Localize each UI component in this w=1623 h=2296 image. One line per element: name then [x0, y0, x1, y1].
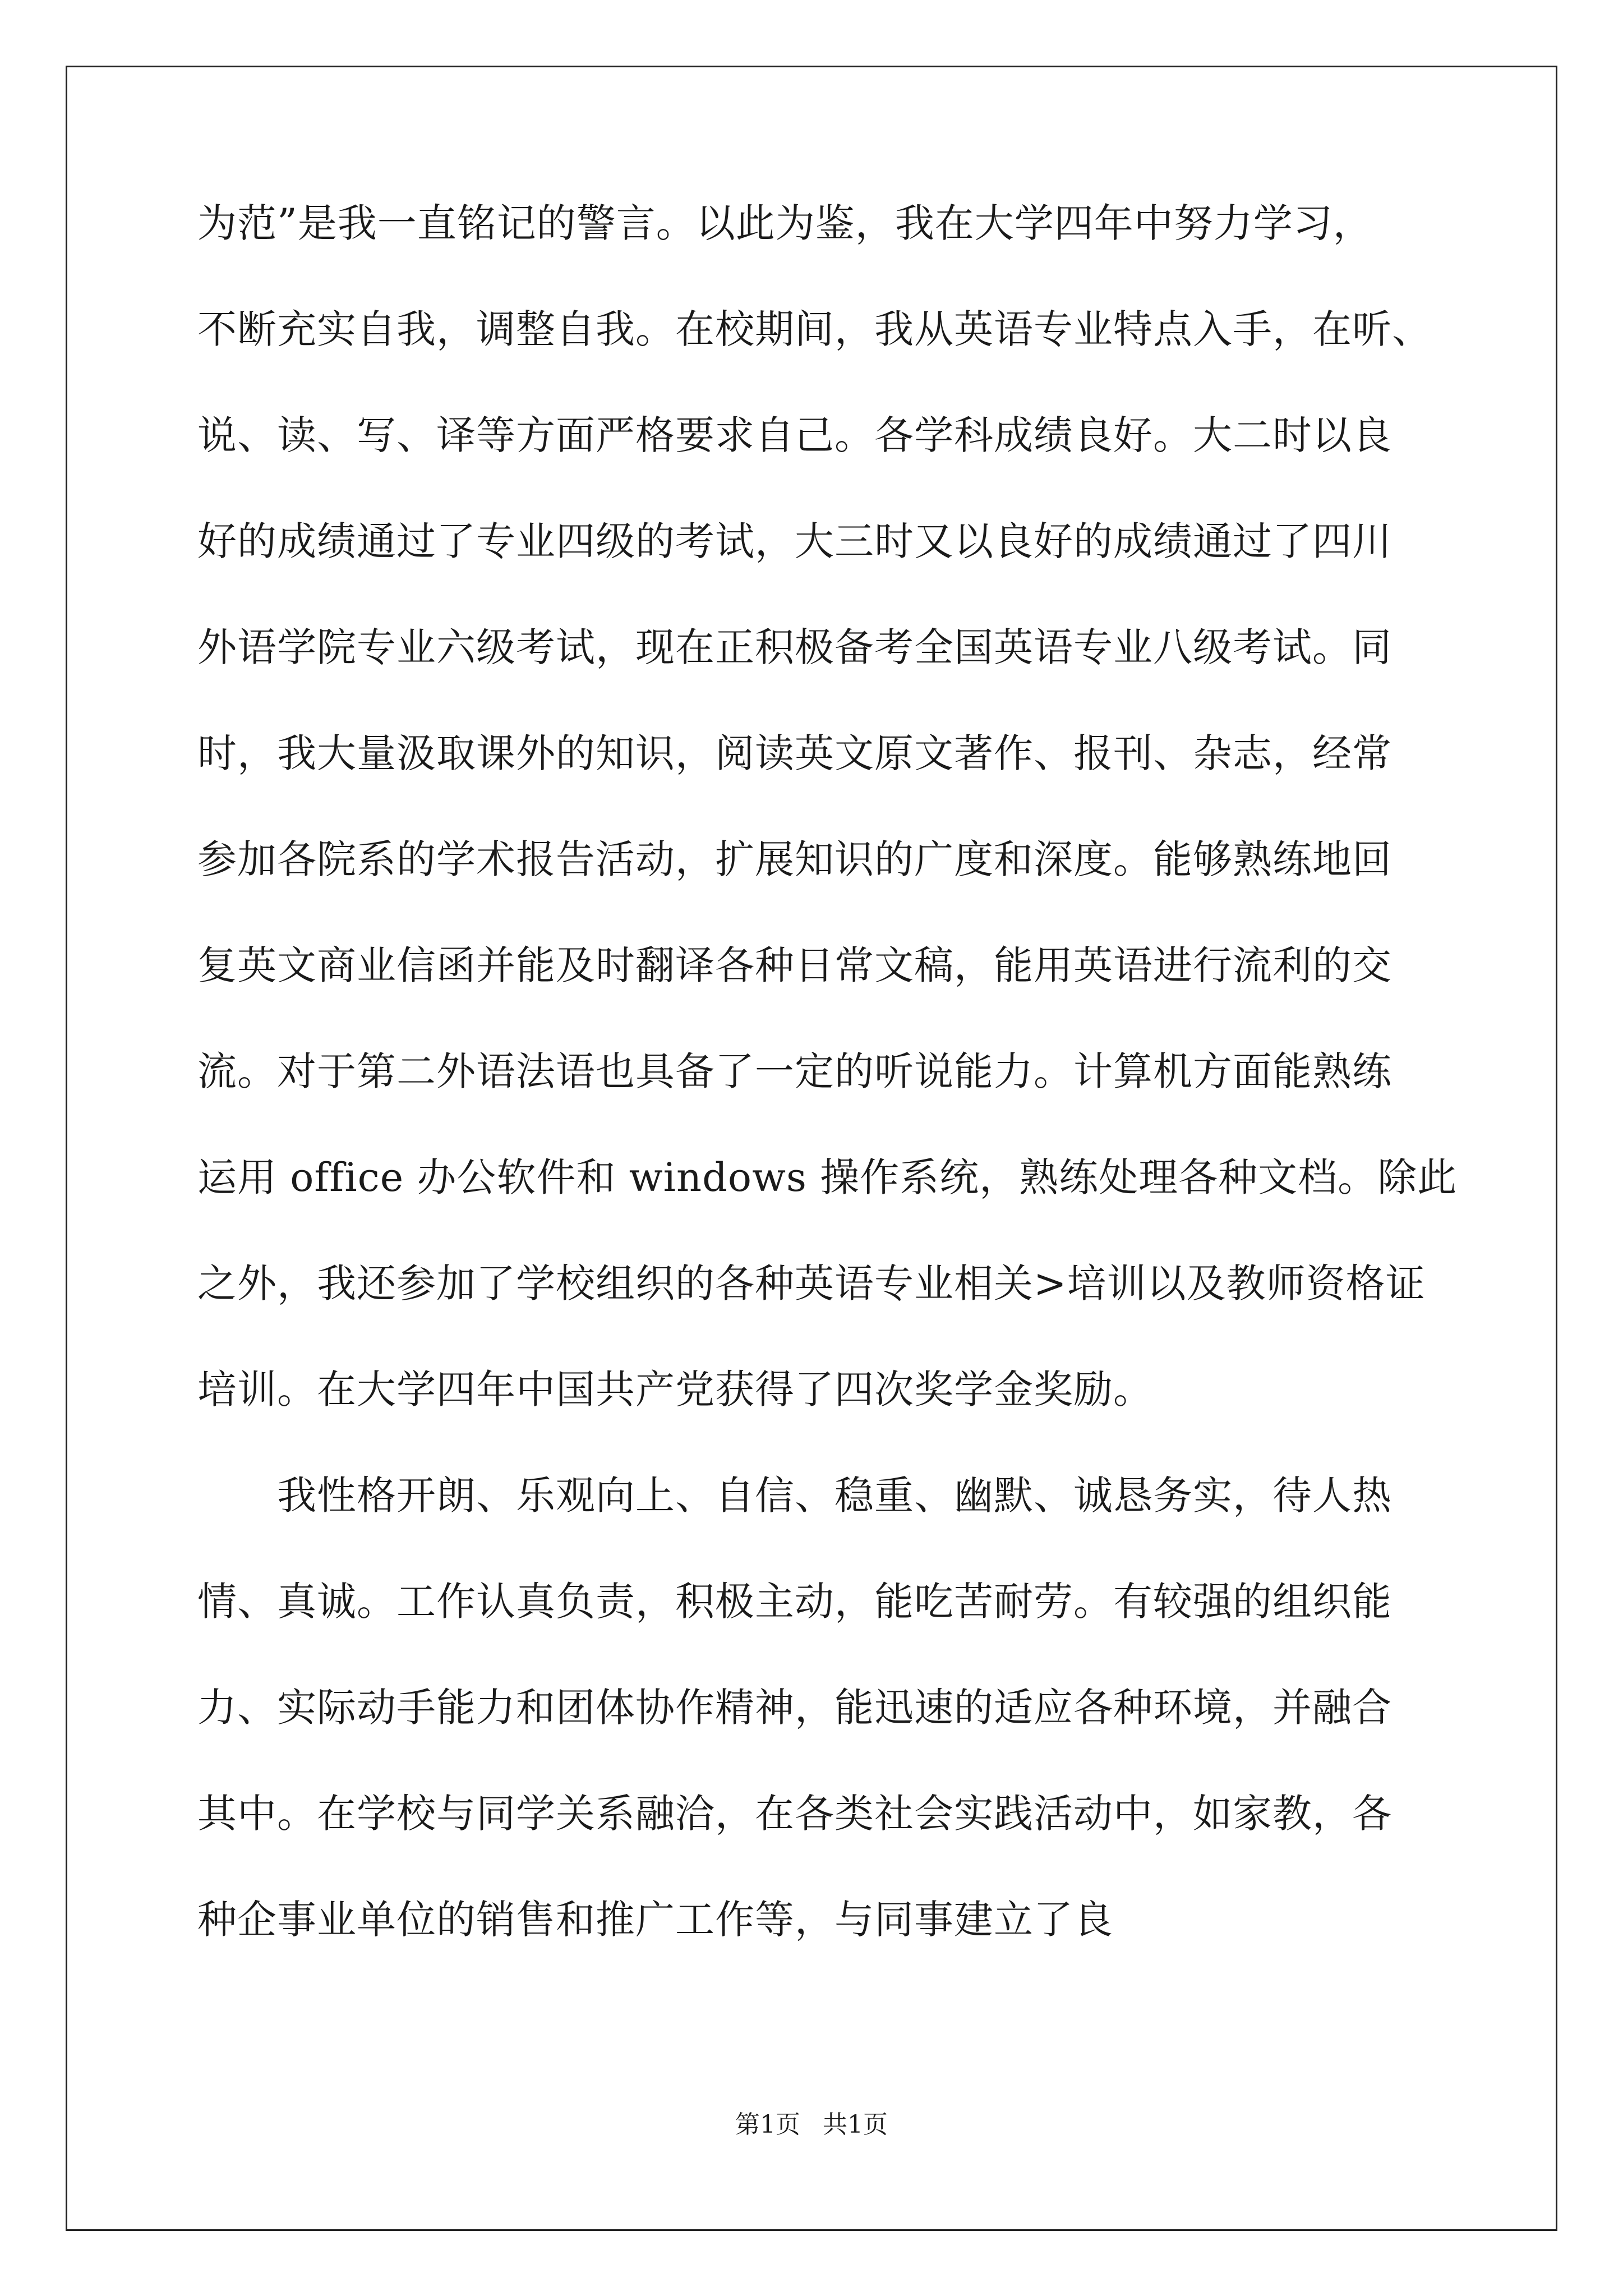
text-line: 情、真诚。工作认真负责，积极主动，能吃苦耐劳。有较强的组织能 — [197, 1579, 1392, 1625]
text-line: 为范”是我一直铭记的警言。以此为鉴，我在大学四年中努力学习， — [197, 200, 1373, 246]
text-line: 我性格开朗、乐观向上、自信、稳重、幽默、诚恳务实，待人热 — [197, 1473, 1392, 1519]
text-line: 时，我大量汲取课外的知识，阅读英文原文著作、报刊、杂志，经常 — [197, 730, 1392, 776]
text-line: 其中。在学校与同学关系融洽，在各类社会实践活动中，如家教，各 — [197, 1791, 1392, 1837]
text-line: 流。对于第二外语法语也具备了一定的听说能力。计算机方面能熟练 — [197, 1048, 1392, 1094]
text-line: 外语学院专业六级考试，现在正积极备考全国英语专业八级考试。同 — [197, 624, 1392, 670]
text-line: 培训。在大学四年中国共产党获得了四次奖学金奖励。 — [197, 1366, 1153, 1412]
text-line: 说、读、写、译等方面严格要求自己。各学科成绩良好。大二时以良 — [197, 412, 1392, 458]
text-line: 力、实际动手能力和团体协作精神，能迅速的适应各种环境，并融合 — [197, 1685, 1392, 1731]
text-line: 参加各院系的学术报告活动，扩展知识的广度和深度。能够熟练地回 — [197, 836, 1392, 882]
page-number: 第1页 — [735, 2110, 800, 2139]
page-total: 共1页 — [823, 2110, 888, 2139]
text-line: 种企事业单位的销售和推广工作等，与同事建立了良 — [197, 1897, 1113, 1943]
text-line: 不断充实自我，调整自我。在校期间，我从英语专业特点入手，在听、 — [197, 306, 1432, 352]
text-line: 复英文商业信函并能及时翻译各种日常文稿，能用英语进行流利的交 — [197, 942, 1392, 988]
text-line: 好的成绩通过了专业四级的考试，大三时又以良好的成绩通过了四川 — [197, 518, 1392, 564]
text-line: 运用 office 办公软件和 windows 操作系统，熟练处理各种文档。除此 — [197, 1154, 1458, 1200]
text-line: 之外，我还参加了学校组织的各种英语专业相关>培训以及教师资格证 — [197, 1260, 1426, 1306]
page-footer — [0, 2108, 1623, 2142]
